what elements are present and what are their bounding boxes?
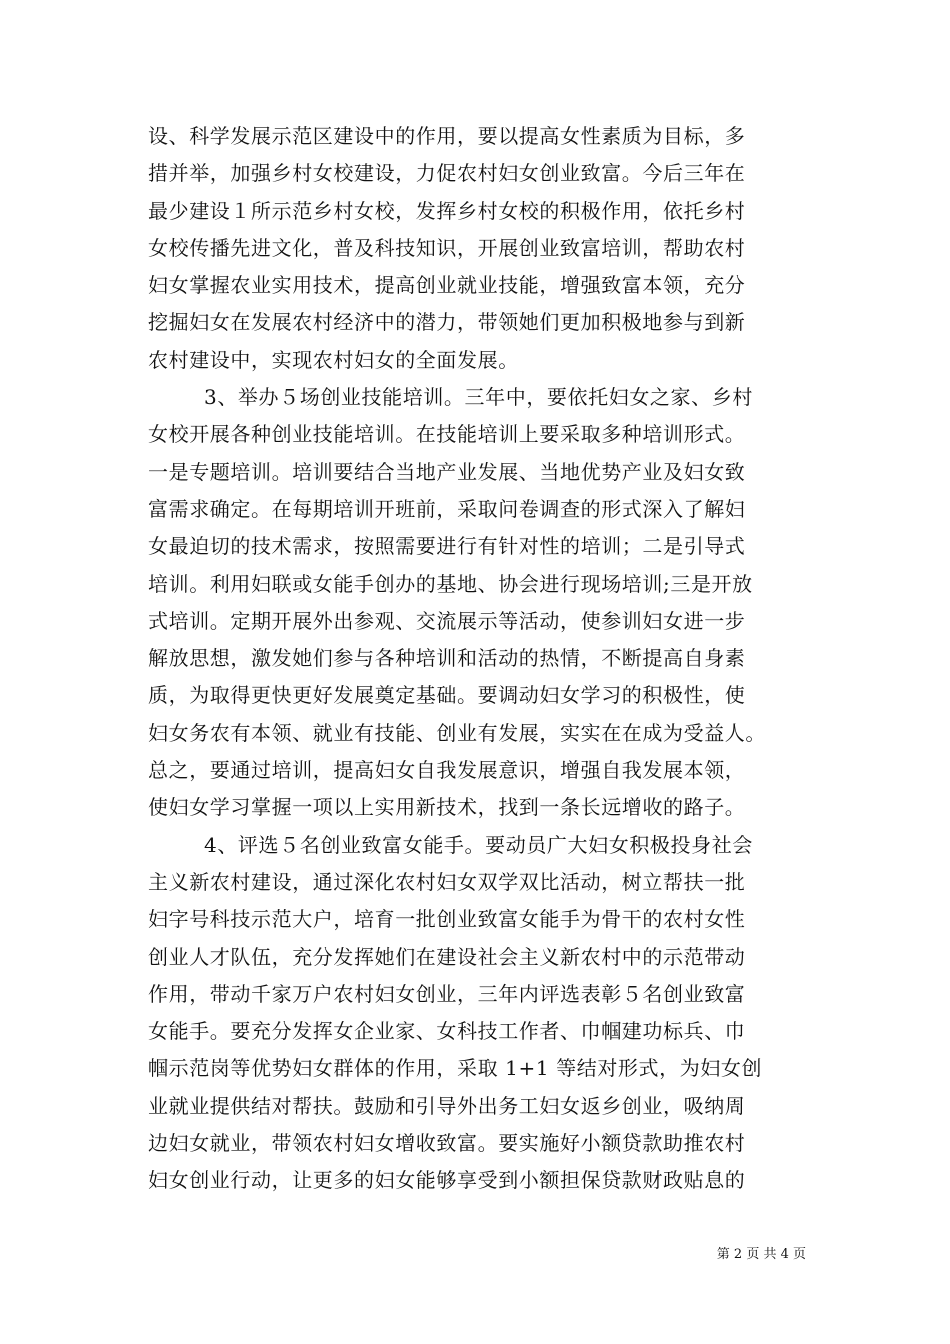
- page-number: 第 2 页 共 4 页: [716, 1247, 806, 1262]
- text-line: 设、科学发展示范区建设中的作用，要以提高女性素质为目标，多: [148, 124, 746, 148]
- text-line: 边妇女就业，带领农村妇女增收致富。要实施好小额贷款助推农村: [148, 1131, 746, 1156]
- text-line: 妇女务农有本领、就业有技能、创业有发展，实实在在成为受益人。: [148, 720, 766, 745]
- text-line: 帼示范岗等优势妇女群体的作用，采取 1+1 等结对形式，为妇女创: [148, 1056, 763, 1081]
- paragraph: [148, 827, 810, 1200]
- text-line: 妇女创业行动，让更多的妇女能够享受到小额担保贷款财政贴息的: [148, 1168, 746, 1193]
- text-line: 女校开展各种创业技能培训。在技能培训上要采取多种培训形式。: [148, 422, 746, 447]
- text-line: 女最迫切的技术需求，按照需要进行有针对性的培训；二是引导式: [148, 534, 746, 559]
- body-text: [148, 118, 810, 1200]
- text-line: 女校传播先进文化，普及科技知识，开展创业致富培训，帮助农村: [148, 235, 746, 260]
- text-line: 措并举，加强乡村女校建设，力促农村妇女创业致富。今后三年在: [148, 161, 746, 186]
- text-line: 农村建设中，实现农村妇女的全面发展。: [148, 347, 519, 372]
- text-line: 妇字号科技示范大户，培育一批创业致富女能手为骨干的农村女性: [148, 907, 746, 932]
- paragraph: [148, 118, 810, 379]
- text-line: 作用，带动千家万户农村妇女创业，三年内评选表彰５名创业致富: [148, 981, 746, 1006]
- text-line: 使妇女学习掌握一项以上实用新技术，找到一条长远增收的路子。: [148, 795, 746, 820]
- paragraph: [148, 379, 810, 827]
- text-line: 培训。利用妇联或女能手创办的基地、协会进行现场培训;三是开放: [148, 571, 753, 596]
- text-line: 创业人才队伍，充分发挥她们在建设社会主义新农村中的示范带动: [148, 944, 746, 969]
- text-line: 4、评选５名创业致富女能手。要动员广大妇女积极投身社会: [204, 832, 753, 857]
- text-line: 式培训。定期开展外出参观、交流展示等活动，使参训妇女进一步: [148, 608, 746, 633]
- text-line: 妇女掌握农业实用技术，提高创业就业技能，增强致富本领，充分: [148, 273, 746, 298]
- text-line: 主义新农村建设，通过深化农村妇女双学双比活动，树立帮扶一批: [148, 869, 746, 894]
- text-line: 富需求确定。在每期培训开班前，采取问卷调查的形式深入了解妇: [148, 496, 746, 521]
- text-line: 最少建设１所示范乡村女校，发挥乡村女校的积极作用，依托乡村: [148, 198, 746, 223]
- text-line: 业就业提供结对帮扶。鼓励和引导外出务工妇女返乡创业，吸纳周: [148, 1093, 746, 1118]
- text-line: 质，为取得更快更好发展奠定基础。要调动妇女学习的积极性，使: [148, 683, 746, 708]
- text-line: 解放思想，激发她们参与各种培训和活动的热情，不断提高自身素: [148, 646, 746, 671]
- text-line: 挖掘妇女在发展农村经济中的潜力，带领她们更加积极地参与到新: [148, 310, 746, 335]
- text-line: 女能手。要充分发挥女企业家、女科技工作者、巾帼建功标兵、巾: [148, 1019, 746, 1044]
- text-line: 总之，要通过培训，提高妇女自我发展意识，增强自我发展本领，: [148, 758, 746, 783]
- text-line: 一是专题培训。培训要结合当地产业发展、当地优势产业及妇女致: [148, 459, 746, 484]
- text-line: 3、举办５场创业技能培训。三年中，要依托妇女之家、乡村: [204, 385, 753, 410]
